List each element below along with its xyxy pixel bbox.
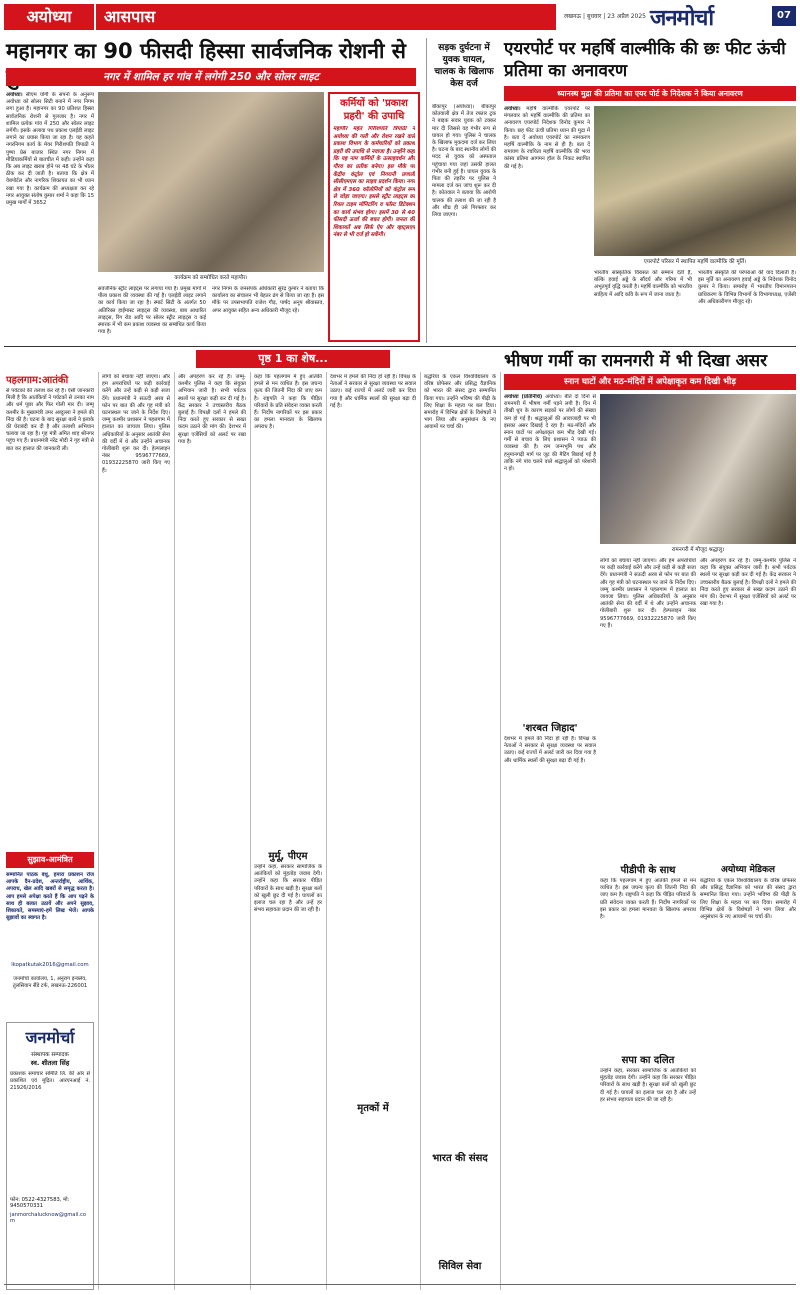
dateline: लखनऊ | बुधवार | 23 अप्रैल 2025 <box>564 13 646 20</box>
story2-body: बीकापुर (अयोध्या)। बीकापुर कोतवाली क्षेत्र में तेज रफ्तार ट्रक ने बाइक सवार युवक को टक्कर मार दी जिससे वह गंभीर रूप से घायल हो गया। पुलिस ने चालक के खिलाफ मुकदमा दर्ज कर लिया है। घटना के बाद स्थानीय लोगों की मदद से युवक को अस्पताल पहुंचाया गया जहां उसकी हालत गंभीर बनी हुई है। घायल युवक के पिता की तहरीर पर पुलिस ने मामला दर्ज कर जांच शुरू कर दी है। कोतवाल ने बताया कि आरोपी चालक की तलाश की जा रही है और शीघ्र ही उसे गिरफ्तार कर लिया जाएगा। <box>432 104 496 219</box>
section-tag-aaspas: आसपास <box>96 4 236 30</box>
suggestions-email[interactable]: lkopatkutak2016@gmail.com <box>11 962 89 968</box>
story1-body1: सीएम योगी के सपनों के अनुरूप अयोध्या को सोलर सिटी बनाने में नगर निगम लगा हुआ है। महानगर का 90 प्रतिशत हिस्सा सार्वजनिक रोशनी से गुलजार है। नगर में शामिल प्रत्येक गांव में 250 और सोलर लाइट लगेंगी। इसके अलावा पथ प्रकाश एलईडी लाइट लगाने का प्रयास किया जा रहा है। यह कहते नगरनिगम कार्य के मेयर गिरीशपति त्रिपाठी ने पुष्पा प्रेस बाजार स्थित नगर निगम में मीडियाकर्मियों से बातचीत में कही। उन्होंने कहा कि अब लाइट खराब होने पर 48 घंटे के भीतर ठीक कर दी जाती है। बताया कि क्षेत्र में वेबपोर्टल और नागरिक शिकायत का भी ध्यान रखा गया है। <box>6 92 94 192</box>
story4-body: अयोध्या। बीते दो दिनों से रामनगरी में भीषण गर्मी पड़ने लगी है। दिन में तीखी धूप के कारण सड़कों पर लोगों की संख्या कम हो गई है। श्रद्धालुओं की आवाजाही पर भी इसका असर दिखाई दे रहा है। मठ-मंदिरों और स्नान घाटों पर अपेक्षाकृत कम भीड़ देखी गई। गर्मी से बचाव के लिए प्रशासन ने प्याऊ की व्यवस्था की है। राम जन्मभूमि पथ और हनुमानगढ़ी मार्ग पर जूट की मैटिंग बिछाई गई है ताकि नंगे पांव चलने वाले श्रद्धालुओं को परेशानी न हो। <box>504 394 596 473</box>
ayodhya-medical-heading: अयोध्या मेडिकल <box>720 865 776 875</box>
continued-bar: पृष्ठ 1 का शेष... <box>196 350 390 368</box>
story1-photo <box>98 92 324 272</box>
ayodhya-medical-body: बद्धरिया के एकल विश्वविद्यालय के वरिष्ठ प्रोफेसर और प्रसिद्ध वैज्ञानिक को भारत की संसद द्वारा सम्मानित किया गया। उन्होंने भविष्य की पीढ़ी के लिए शिक्षा के महत्व पर बल दिया। समारोह में विभिन्न क्षेत्रों के विशेषज्ञों ने भाग लिया और अनुसंधान के नए आयामों पर चर्चा की। <box>700 878 796 921</box>
box-body: महापौर महंत गिरीशपति त्रिपाठी ने अयोध्या की गली और रोशन रखने वाले प्रकाश विभाग के कर्मचारियों को प्रकाश प्रहरी की उपाधि से नवाजा है। उन्होंने कहा कि यह नाम कर्मियों के उत्साहवर्धन और गौरव का प्रतीक बनेगा। इस मौके पर केंद्रीय कंट्रोल एवं निगरानी प्रणाली सीसीएमएस का लाइव प्रदर्शन किया। नगर क्षेत्र में 360 कॉलोनियों को कंट्रोल रूम से जोड़ा जाएगा। इससे स्ट्रीट लाइट्स का रियल टाइम मॉनिटरिंग व फॉल्ट डिटेक्शन का कार्य संभव होगा। इसमें 30 से 40 फीसदी ऊर्जा की बचत होगी। जनता की शिकायतें अब सिर्फ ऐप और व्हाट्सएप नंबर से भी दर्ज हो सकेंगी। <box>333 126 415 239</box>
publisher-phone: फोन: 0522-4327583, मो: 9450570331 <box>10 1197 70 1209</box>
sapa-body: उन्होंने कहा, सरकार सामाजिक के आतंकियों को मुंहतोड़ जवाब देगी। उन्होंने कहा कि सरकार पीड़ित परिवारों के साथ खड़ी है। सुरक्षा बलों को खुली छूट दी गई है। घायलों का इलाज चल रहा है और उन्हें हर संभव सहायता प्रदान की जा रही है। <box>600 1068 696 1103</box>
continued-col-d: देशभर में हमले की निंदा हो रही है। विपक्ष के नेताओं ने सरकार से सुरक्षा व्यवस्था पर सवाल उठाए। कई राज्यों में अलर्ट जारी कर दिया गया है और धार्मिक स्थलों की सुरक्षा बढ़ा दी गई है। <box>330 374 416 409</box>
story3-body3: भारतीय संस्कृति की परंपराओं की याद दिलाती है। इस मूर्ति का अनावरण हवाई अड्डे के निदेशक विनोद कुमार ने किया। समारोह में भारतीय विमानपत्तन प्राधिकरण के विभिन्न विभागों के विभागाध्यक्ष, एजेंसी और अधिकारीगण मौजूद रहे। <box>698 270 796 305</box>
pdp-heading: पीडीपी के साथ <box>620 865 676 876</box>
masthead-band <box>236 4 556 30</box>
story1-body3: सवर्जनिक स्ट्रीट लाइट्स पर लगाया गया है। प्रमुख मार्गों में पीला प्रकाश की व्यवस्था की गई है। एलईडी लाइट लगाने का कार्य किया जा रहा है। स्मार्ट सिटी के अंतर्गत 50 अतिरिक्त हाईमास्ट लाइट्स की व्यवस्था, बाब आधारित लाइट्स, रिंग रोड आदि पर सोलर स्ट्रीट लाइट्स व कई स्मारक में भी कम प्रकाश व्यवस्था का सम्बंधित कार्य किया गया है। <box>98 286 206 336</box>
section-tag-ayodhya: अयोध्या <box>4 4 94 30</box>
pahalgam-body: से पर्यटकों की तलाश कर रहे हैं। ऐसी जानकारी मिली है कि आतंकियों ने पर्यटकों से उनका नाम और धर्म पूछा और फिर गोली मार दी। जम्मू कश्मीर के मुख्यमंत्री उमर अब्दुल्ला ने हमले की निंदा की है। घटना के बाद सुरक्षा बलों ने इलाके की घेराबंदी कर दी है और तलाशी अभियान चलाया जा रहा है। गृह मंत्री अमित शाह श्रीनगर पहुंच गए हैं। प्रधानमंत्री नरेंद्र मोदी ने गृह मंत्री से बात कर हालात की जानकारी ली। <box>6 388 94 452</box>
prakash-prahari-box <box>328 92 420 342</box>
sapa-heading: सपा का दलित <box>621 1055 675 1066</box>
continued-col-c2: उन्होंने कहा, सरकार सामाजिक के आतंकियों को मुंहतोड़ जवाब देगी। उन्होंने कहा कि सरकार पीड़ित परिवारों के साथ खड़ी है। सुरक्षा बलों को खुली छूट दी गई है। घायलों का इलाज चल रहा है और उन्हें हर संभव सहायता प्रदान की जा रही है। <box>254 864 322 914</box>
story3-photo <box>594 106 796 256</box>
pahalgam-heading: पहलगाम:आतंकी <box>6 375 69 386</box>
continued-col-b: और अपहरण कर रहे हैं। जम्मू-कश्मीर पुलिस ने कहा कि संयुक्त अभियान जारी है। सभी पर्यटक स्थलों पर सुरक्षा कड़ी कर दी गई है। केंद्र सरकार ने उच्चस्तरीय बैठक बुलाई है। विपक्षी दलों ने हमले की निंदा करते हुए सरकार से सख्त कदम उठाने की मांग की। देशभर में सुरक्षा एजेंसियों को अलर्ट पर रखा गया है। <box>178 374 246 445</box>
publisher-name: स्व. शीतला सिंह <box>30 1059 70 1067</box>
story3-photo-caption: एयरपोर्ट परिसर में स्थापित महर्षि वाल्मीकि की मूर्ति। <box>643 259 747 265</box>
suggestions-heading: सुझाव-आमंत्रित <box>6 852 94 868</box>
story1-body-col1 <box>6 92 94 342</box>
page-number: 07 <box>772 6 796 26</box>
continued-col-a: लोगों को बचाया नहीं जाएगा। और हम अपराधियों पर कड़ी कार्रवाई करेंगे और उन्हें कड़ी से कड़ी सजा देंगे। प्रधानमंत्री ने सऊदी अरब से फोन पर बात की और गृह मंत्री को घटनास्थल पर जाने के निर्देश दिए। जम्मू कश्मीर प्रशासन ने पहलगाम में हालात का जायजा लिया। पुलिस अधिकारियों के अनुसार आतंकी सेना की वर्दी में थे और उन्होंने अचानक गोलीबारी शुरू कर दी। हेल्पलाइन नंबर 9596777669, 01932225870 जारी किए गए हैं। <box>102 374 170 474</box>
continued-col-c: कहा कि पहलगाम में हुए आतंकी हमले से मन व्यथित है। इस जघन्य कृत्य की जितनी निंदा की जाए कम है। राष्ट्रपति ने कहा कि पीड़ित परिवारों के प्रति संवेदना व्यक्त करती हैं। निर्दोष नागरिकों पर इस प्रकार का हमला मानवता के खिलाफ अपराध है। <box>254 374 322 431</box>
publisher-tag: संस्थापक सम्पादक <box>31 1052 69 1058</box>
office-address: जनमोर्चा कार्यालय, 1, अनुराग इन्क्लेव, तुलसियान सैंडे टर्फ, लखनऊ-226001 <box>12 976 88 990</box>
suggestions-body: सम्मानित पाठक बंधु, हमारा प्रकाशन रोज आपके दैन-प्रदेश, अन्तर्राष्ट्रीय, आर्थिक, अपराध, खेल आदि खबरों से समृद्ध करता है। आप हमसे अपेक्षा करते हैं कि आप पढ़ने के साथ ही बलात उठायें और अपने सुझाव, शिकायतें, समस्याएं-हमें लिख भेजें। आपके सुझावों का स्वागत है। <box>6 872 94 922</box>
story1-body2: कार्यक्रम की अध्यक्षता कर रहे नगर आयुक्त संतोष कुमार शर्मा ने कहा कि 15 प्रमुख मार्गों में 3652 <box>6 185 94 207</box>
publisher-logo: जनमोर्चा <box>25 1028 75 1047</box>
story4-photo-caption: रामनगरी में मौजूद श्रद्धालु। <box>671 547 725 553</box>
pdp-body: कहा कि पहलगाम में हुए आतंकी हमले से मन व्यथित है। इस जघन्य कृत्य की जितनी निंदा की जाए कम है। राष्ट्रपति ने कहा कि पीड़ित परिवारों के प्रति संवेदना व्यक्त करती हैं। निर्दोष नागरिकों पर इस प्रकार का हमला मानवता के खिलाफ अपराध है। <box>600 878 696 921</box>
story4-headline: भीषण गर्मी का रामनगरी में भी दिखा असर <box>504 351 768 371</box>
bharat-sansad-heading: भारत की संसद <box>432 1153 488 1164</box>
story1-photo-caption: कार्यक्रम को सम्बोधित करते महापौर। <box>174 275 248 281</box>
story1-dateline: अयोध्या। <box>6 92 23 98</box>
murmu-pm-heading: मुर्मू, पीएम <box>268 851 308 862</box>
sharbat-body: देशभर में हमले की निंदा हो रही है। विपक्ष के नेताओं ने सरकार से सुरक्षा व्यवस्था पर सवाल उठाए। कई राज्यों में अलर्ट जारी कर दिया गया है और धार्मिक स्थलों की सुरक्षा बढ़ा दी गई है। <box>504 736 596 764</box>
story1-body4: नगर निगम के जनसंपर्क अधिकारी सुरेंद्र कुमार ने बताया कि कार्यालय का संचालन भी बेहतर ढंग से किया जा रहा है। इस मौके पर उपसभापति राजेश गौड़, पार्षद अनूप श्रीवास्तव, अपर आयुक्त सहित अन्य अधिकारी मौजूद रहे। <box>212 286 324 314</box>
masthead-logo: जनमोर्चा <box>650 5 714 31</box>
continued-col-e: बद्धरिया के एकल विश्वविद्यालय के वरिष्ठ प्रोफेसर और प्रसिद्ध वैज्ञानिक को भारत की संसद द्वारा सम्मानित किया गया। उन्होंने भविष्य की पीढ़ी के लिए शिक्षा के महत्व पर बल दिया। समारोह में विभिन्न क्षेत्रों के विशेषज्ञों ने भाग लिया और अनुसंधान के नए आयामों पर चर्चा की। <box>424 374 496 431</box>
story3-body-col1 <box>504 106 590 342</box>
story4-dateline: अयोध्या (प्रतिनिधि) <box>504 394 543 400</box>
box-heading: कर्मियों को 'प्रकाश प्रहरी' की उपाधि <box>340 98 408 122</box>
publisher-email[interactable]: janmorchalucknow@gmail.com <box>10 1212 87 1224</box>
story2-headline: सड़क दुर्घटना में युवक घायल, चालक के खिलाफ केस दर्ज <box>434 43 494 89</box>
story4-photo <box>600 394 796 544</box>
mritak-heading: मृतकों में <box>357 1103 389 1114</box>
story3-body2: भारतीय सांस्कृतिक विरासत को सम्मान देती है, बल्कि हवाई अड्डे के सौंदर्य और गरिमा में भी अभूतपूर्व वृद्धि करती है। महर्षि वाल्मीकि को भारतीय साहित्य में आदि कवि के रूप में जाना जाता है। <box>594 270 692 298</box>
story4-body-col3: और अपहरण कर रहे हैं। जम्मू-कश्मीर पुलिस ने कहा कि संयुक्त अभियान जारी है। सभी पर्यटक स्थलों पर सुरक्षा कड़ी कर दी गई है। केंद्र सरकार ने उच्चस्तरीय बैठक बुलाई है। विपक्षी दलों ने हमले की निंदा करते हुए सरकार से सख्त कदम उठाने की मांग की। देशभर में सुरक्षा एजेंसियों को अलर्ट पर रखा गया है। <box>700 558 796 608</box>
civil-seva-heading: सिविल सेवा <box>438 1261 482 1272</box>
story4-body-col2: लोगों को बचाया नहीं जाएगा। और हम अपराधियों पर कड़ी कार्रवाई करेंगे और उन्हें कड़ी से कड़ी सजा देंगे। प्रधानमंत्री ने सऊदी अरब से फोन पर बात की और गृह मंत्री को घटनास्थल पर जाने के निर्देश दिए। जम्मू कश्मीर प्रशासन ने पहलगाम में हालात का जायजा लिया। पुलिस अधिकारियों के अनुसार आतंकी सेना की वर्दी में थे और उन्होंने अचानक गोलीबारी शुरू कर दी। हेल्पलाइन नंबर 9596777669, 01932225870 जारी किए गए हैं। <box>600 558 696 629</box>
story1-headline: महानगर का 90 फीसदी हिस्सा सार्वजनिक रोशनी से <box>6 39 406 63</box>
story4-subhead: स्नान घाटों और मठ-मंदिरों में अपेक्षाकृत कम दिखी भीड़ <box>504 374 796 390</box>
publisher-info: प्रकाशक समाचार समिति लि. की ओर से प्रकाशित एवं मुद्रित। आरएनआई नं. 21926/2016 <box>10 1071 90 1092</box>
story1-subhead: नगर में शामिल हर गांव में लगेगी 250 और सोलर लाइट <box>6 68 416 86</box>
story3-dateline: अयोध्या। <box>504 106 521 112</box>
story3-headline: एयरपोर्ट पर महर्षि वाल्मीकि की छः फीट ऊंची प्रतिमा का अनावरण <box>504 39 786 81</box>
story3-body1: महर्षि वाल्मीकि एयरपोर्ट पर मंगलवार को महर्षि वाल्मीकि की प्रतिमा का अनावरण एयरपोर्ट निदेशक विनोद कुमार ने किया। छह फीट ऊंची प्रतिमा ध्यान की मुद्रा में है। बता दें अयोध्या एयरपोर्ट का नामकरण महर्षि वाल्मीकि के नाम से ही है। बता दें रामायण के रचयिता महर्षि वाल्मीकि की भव्य कांस्य प्रतिमा आगमन हॉल के निकट स्थापित की गई है। <box>504 106 590 170</box>
publisher-box <box>6 1022 94 1290</box>
sharbat-jihad-heading: 'शरबत जिहाद' <box>522 723 578 734</box>
story3-subhead: ध्यानस्थ मुद्रा की प्रतिमा का एयर पोर्ट के निदेशक ने किया अनावरण <box>504 86 796 101</box>
story4-body-col1 <box>504 394 596 714</box>
